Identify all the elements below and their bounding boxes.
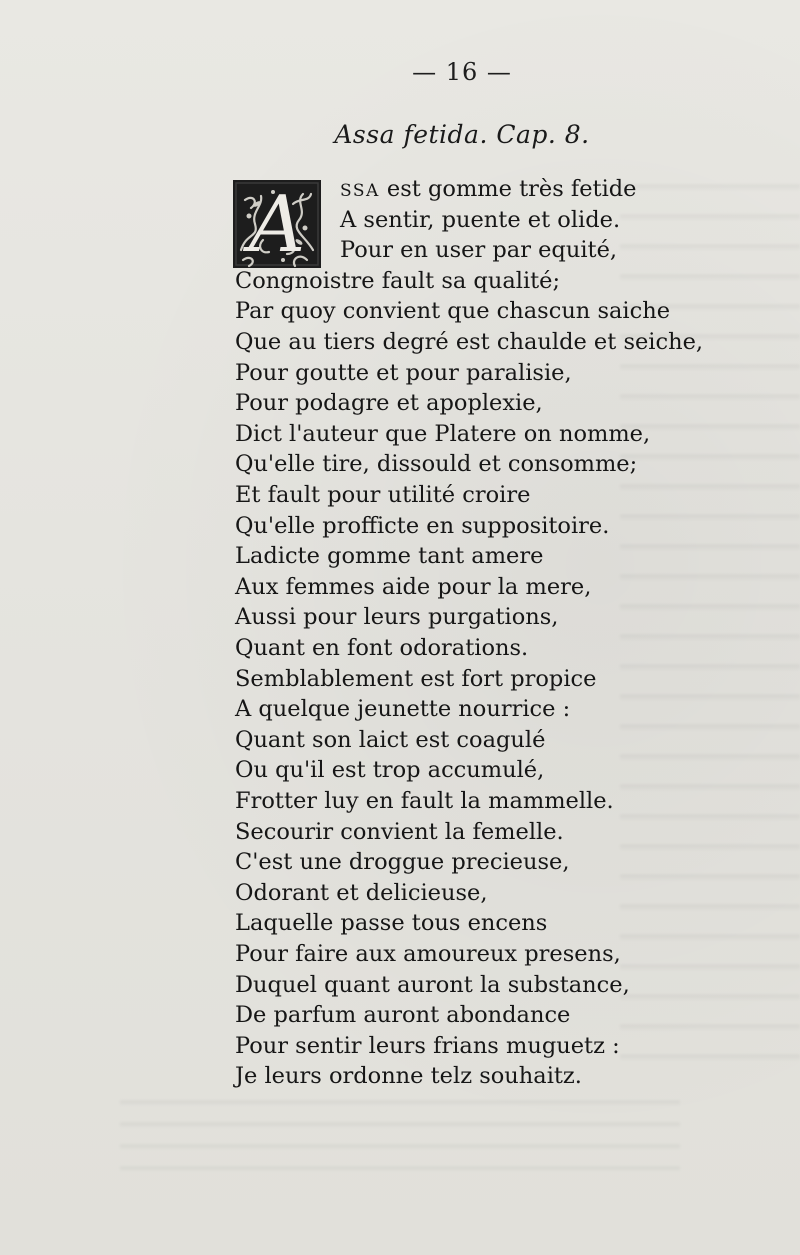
verse-line: Quant son laict est coagulé <box>235 726 546 753</box>
verse-line: Ladicte gomme tant amere <box>235 543 544 570</box>
verse-line: Aux femmes aide pour la mere, <box>235 573 592 600</box>
verse-line: Dict l'auteur que Platere on nomme, <box>235 420 651 447</box>
first-word-small-caps: SSA <box>340 181 380 201</box>
verse-line: Pour podagre et apoplexie, <box>235 390 543 417</box>
verse-line: Que au tiers degré est chaulde et seiche, <box>235 329 704 355</box>
verse-line: Je leurs ordonne telz souhaitz. <box>235 1063 582 1090</box>
verse-line: Par quoy convient que chascun saiche <box>235 298 671 325</box>
verse-line: Pour sentir leurs frians muguetz : <box>235 1032 620 1059</box>
verse-line: Qu'elle profficte en suppositoire. <box>235 512 610 539</box>
verse-line: Odorant et delicieuse, <box>235 879 488 906</box>
verse-line: A sentir, puente et olide. <box>340 206 621 233</box>
drop-cap-letter: A <box>248 180 306 268</box>
verse-line: De parfum auront abondance <box>235 1002 571 1029</box>
verse-line: Pour en user par equité, <box>340 237 618 264</box>
verse-line: Frotter luy en fault la mammelle. <box>235 788 614 814</box>
chapter-heading: Assa fetida. Cap. 8. <box>334 120 590 149</box>
verse-line: Congnoistre fault sa qualité; <box>235 267 561 294</box>
verse-text: est gomme très fetide <box>379 176 637 202</box>
verse-line: Laquelle passe tous encens <box>235 910 548 937</box>
verse-line: Qu'elle tire, dissould et consomme; <box>235 451 638 478</box>
page-number: — 16 — <box>412 58 512 86</box>
verse-line: Ou qu'il est trop accumulé, <box>235 757 545 784</box>
verse-line: A quelque jeunette nourrice : <box>235 696 571 723</box>
show-through-footnote-shadow <box>120 1090 680 1180</box>
ornamental-drop-cap <box>233 180 321 268</box>
verse-line: Secourir convient la femelle. <box>235 818 564 845</box>
verse-line: Semblablement est fort propice <box>235 665 597 692</box>
verse-line: C'est une droggue precieuse, <box>235 849 570 876</box>
verse-line: Duquel quant auront la substance, <box>235 971 630 998</box>
verse-line <box>340 174 637 206</box>
verse-line: Pour goutte et pour paralisie, <box>235 359 572 386</box>
verse-line: Aussi pour leurs purgations, <box>235 604 559 631</box>
verse-line: Et fault pour utilité croire <box>235 482 531 508</box>
verse-line: Pour faire aux amoureux presens, <box>235 941 621 967</box>
verse-line: Quant en font odorations. <box>235 635 529 661</box>
